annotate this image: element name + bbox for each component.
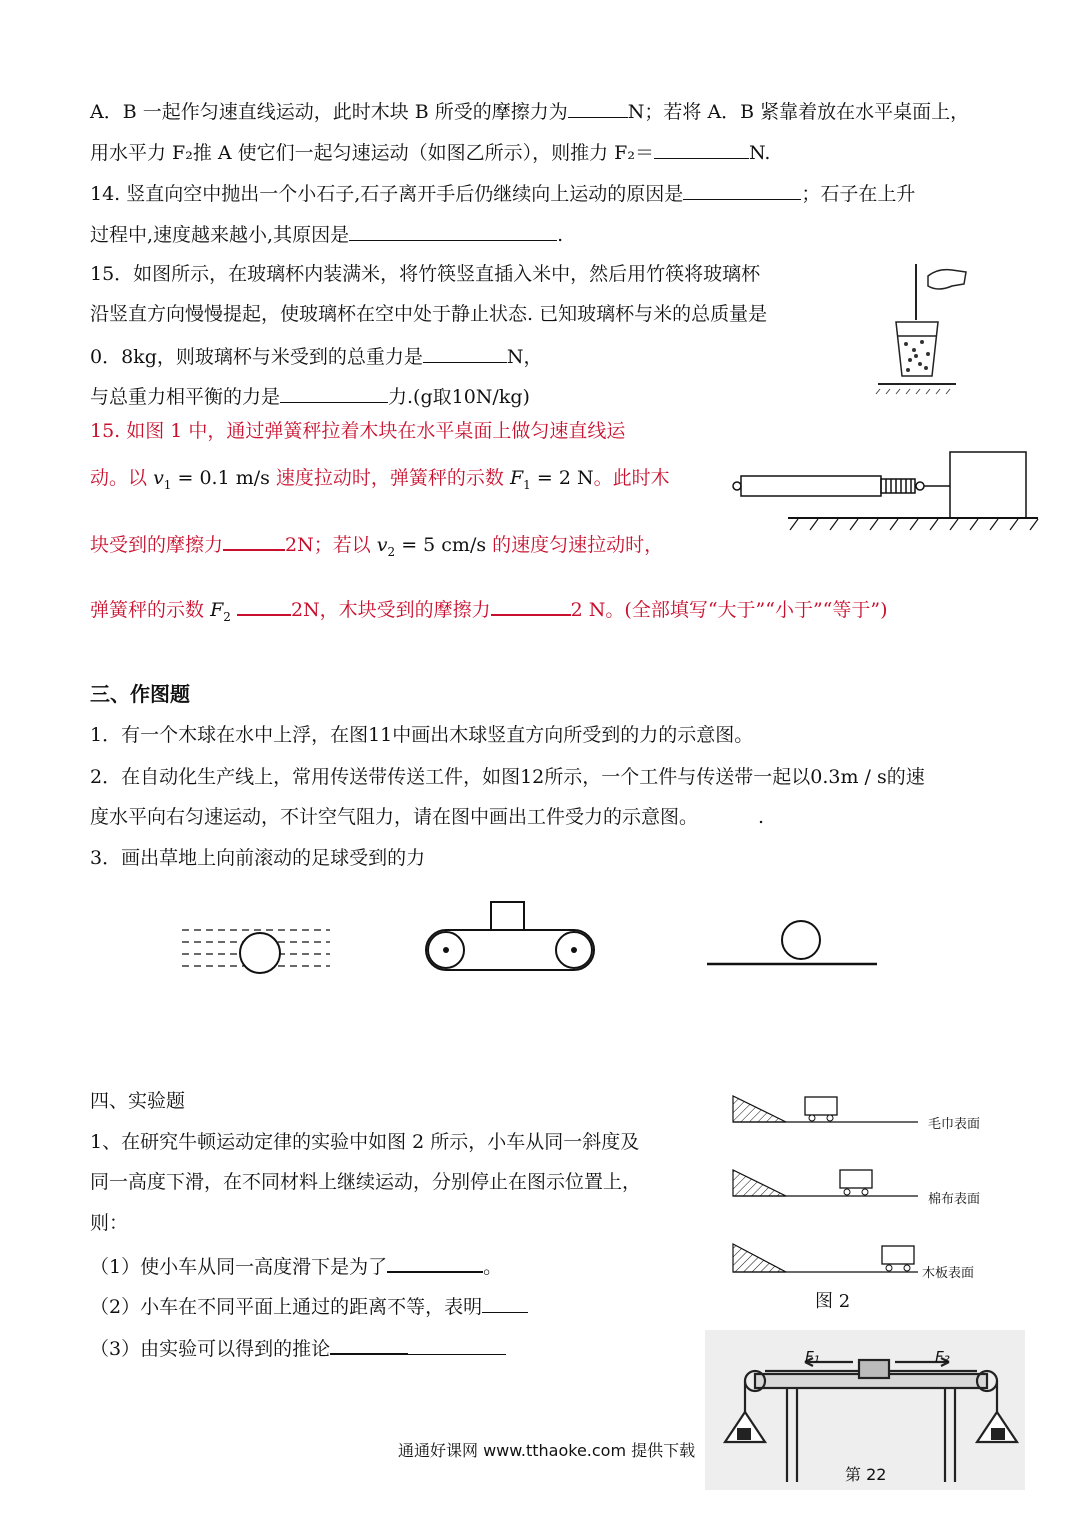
surface-label-wood: 木板表面 bbox=[922, 1266, 975, 1281]
section4-sub3: （3）由实验可以得到的推论 bbox=[90, 1334, 506, 1361]
q15a-line3: 0．8kg，则玻璃杯与米受到的总重力是 N， bbox=[90, 343, 543, 369]
q13-line2: 用水平力 F₂推 A 使它们一起匀速运动（如图乙所示），则推力 F₂＝ N. bbox=[90, 139, 770, 165]
conveyor-belt-figure bbox=[424, 898, 599, 976]
section3-item2-line2: 度水平向右匀速运动，不计空气阻力，请在图中画出工件受力的示意图。 . bbox=[90, 806, 765, 828]
section4-heading: 四、实验题 bbox=[90, 1090, 186, 1112]
section4-q1-line3: 则： bbox=[90, 1212, 129, 1234]
footer-page-number: 第 22 bbox=[845, 1465, 887, 1484]
answer-blank[interactable] bbox=[349, 221, 557, 241]
q15b-line1: 15. 如图 1 中，通过弹簧秤拉着木块在水平桌面上做匀速直线运 bbox=[90, 420, 626, 442]
q15a-line4: 与总重力相平衡的力是 力.(g取10N/kg) bbox=[90, 383, 530, 409]
answer-blank[interactable] bbox=[387, 1252, 483, 1273]
answer-blank[interactable] bbox=[280, 383, 388, 403]
answer-blank[interactable] bbox=[568, 98, 628, 118]
q13-line1: A．B 一起作匀速直线运动，此时木块 B 所受的摩擦力为 N；若将 A．B 紧靠着放在水平桌面上， bbox=[90, 98, 969, 124]
answer-blank[interactable] bbox=[482, 1293, 528, 1313]
section4-q1-line2: 同一高度下滑，在不同材料上继续运动，分别停止在图示位置上， bbox=[90, 1171, 642, 1193]
ball-in-water-figure bbox=[180, 920, 335, 980]
section3-item2-line1: 2．在自动化生产线上，常用传送带传送工件，如图12所示，一个工件与传送带一起以0.3m / s的速 bbox=[90, 766, 925, 788]
section3-item3: 3．画出草地上向前滚动的足球受到的力 bbox=[90, 847, 426, 869]
glass-cup-figure bbox=[870, 258, 980, 393]
section3-heading: 三、作图题 bbox=[90, 682, 190, 706]
force-label-f2: F₂ bbox=[935, 1348, 950, 1366]
section4-q1-line1: 1、在研究牛顿运动定律的实验中如图 2 所示，小车从同一斜度及 bbox=[90, 1131, 640, 1153]
section4-sub1: （1）使小车从同一高度滑下是为了 。 bbox=[90, 1252, 502, 1279]
q14-line1: 14. 竖直向空中抛出一个小石子,石子离开手后仍继续向上运动的原因是 ；石子在上升 bbox=[90, 180, 915, 206]
answer-blank[interactable] bbox=[237, 595, 291, 616]
football-on-grass-figure bbox=[705, 918, 880, 970]
q15b-line4: 弹簧秤的示数 $F_2$ 2N，木块受到的摩擦力 2 N。(全部填写“大于”“小于”“等于”) bbox=[90, 595, 888, 629]
q15a-line1: 15．如图所示，在玻璃杯内装满米，将竹筷竖直插入米中，然后用竹筷将玻璃杯 bbox=[90, 263, 761, 285]
answer-blank[interactable] bbox=[654, 139, 749, 159]
figure-2-caption: 图 2 bbox=[815, 1291, 851, 1312]
force-label-f1: F₁ bbox=[805, 1348, 820, 1366]
footer-site-text: 通通好课网 www.tthaoke.com 提供下载 bbox=[398, 1441, 696, 1460]
answer-blank[interactable] bbox=[408, 1335, 506, 1355]
spring-balance-figure bbox=[728, 446, 1043, 536]
q14-line2: 过程中,速度越来越小,其原因是 . bbox=[90, 221, 563, 247]
surface-label-towel: 毛巾表面 bbox=[928, 1117, 981, 1132]
incline-experiment-figure bbox=[730, 1090, 920, 1285]
answer-blank[interactable] bbox=[223, 530, 285, 551]
surface-label-cotton: 棉布表面 bbox=[928, 1192, 981, 1207]
answer-blank[interactable] bbox=[423, 343, 507, 363]
q15a-line2: 沿竖直方向慢慢提起，使玻璃杯在空中处于静止状态. 已知玻璃杯与米的总质量是 bbox=[90, 303, 768, 325]
answer-blank[interactable] bbox=[683, 180, 801, 200]
section3-item1: 1．有一个木球在水中上浮，在图11中画出木球竖直方向所受到的力的示意图。 bbox=[90, 724, 754, 746]
answer-blank[interactable] bbox=[330, 1334, 408, 1355]
q15b-line3: 块受到的摩擦力 2N；若以 $v_2 = 5$ cm/s 的速度匀速拉动时， bbox=[90, 530, 663, 564]
answer-blank[interactable] bbox=[491, 595, 571, 616]
q15b-line2: 动。以 $v_1 = 0.1$ m/s 速度拉动时，弹簧秤的示数 $F_1 = 2$ N。此时木 bbox=[90, 467, 670, 492]
section4-sub2: （2）小车在不同平面上通过的距离不等，表明 bbox=[90, 1293, 528, 1319]
